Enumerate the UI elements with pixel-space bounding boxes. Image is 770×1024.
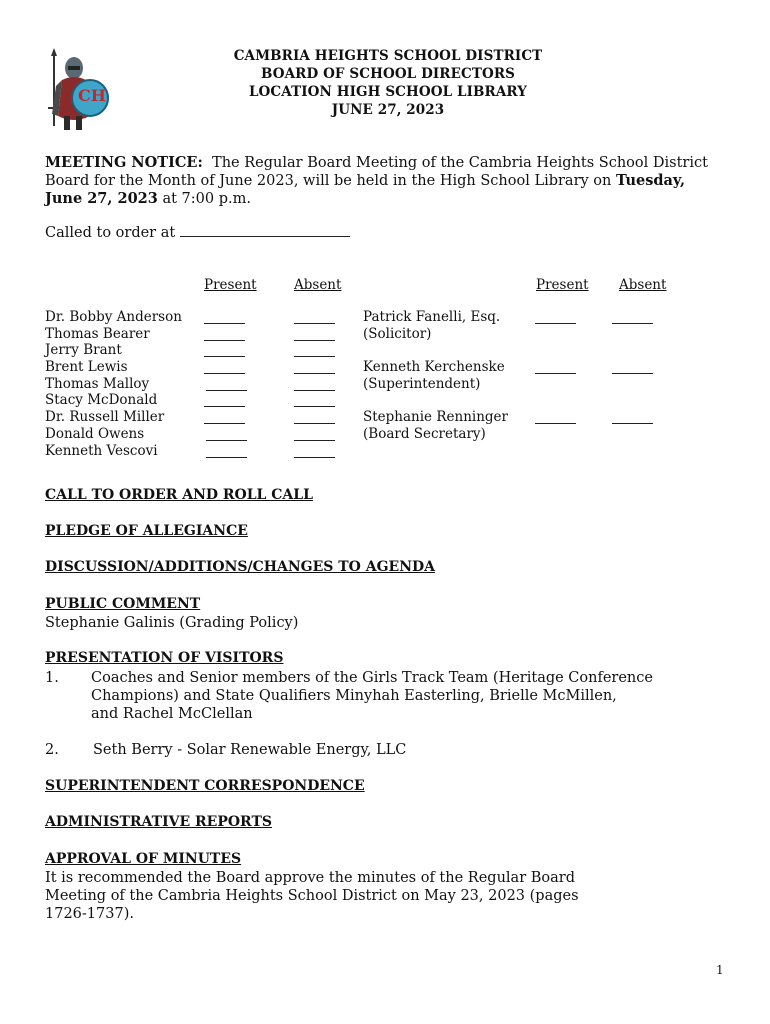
minutes-text: Meeting of the Cambria Heights School District on May 23, 2023 (pages [45, 888, 579, 904]
called-to-order-blank [180, 235, 350, 237]
minutes-text: 1726-1737). [45, 906, 134, 922]
notice-date: June 27, 2023 [45, 190, 158, 207]
directors-absent-header: Absent [294, 277, 342, 293]
absent-blank [612, 422, 653, 424]
absent-blank [294, 355, 335, 357]
called-to-order [45, 224, 350, 242]
director-name: Dr. Bobby Anderson [45, 309, 182, 325]
visitor-line: and Rachel McClellan [91, 706, 253, 722]
absent-blank [294, 439, 335, 441]
present-blank [204, 372, 245, 374]
official-role: (Superintendent) [363, 376, 481, 392]
visitor-line: Champions) and State Qualifiers Minyhah Easterling, Brielle McMillen, [91, 688, 617, 704]
director-name: Kenneth Vescovi [45, 443, 158, 459]
section-admin-reports: ADMINISTRATIVE REPORTS [45, 814, 272, 830]
absent-blank [294, 339, 335, 341]
notice-line-3 [45, 190, 251, 208]
director-name: Brent Lewis [45, 359, 128, 375]
present-blank [204, 355, 245, 357]
notice-line-1 [45, 154, 708, 172]
visitor-line: Coaches and Senior members of the Girls Track Team (Heritage Conference [91, 670, 653, 686]
present-blank [535, 422, 576, 424]
header-location: LOCATION HIGH SCHOOL LIBRARY [248, 84, 528, 100]
director-name: Thomas Malloy [45, 376, 150, 392]
visitor-line: Seth Berry - Solar Renewable Energy, LLC [93, 742, 407, 758]
notice-text-2: Board for the Month of June 2023, will be held in the High School Library on [45, 173, 612, 189]
official-name: Patrick Fanelli, Esq. [363, 309, 501, 325]
section-minutes: APPROVAL OF MINUTES [45, 851, 242, 867]
present-blank [204, 422, 245, 424]
header-district: CAMBRIA HEIGHTS SCHOOL DISTRICT [233, 48, 543, 64]
director-name: Donald Owens [45, 426, 145, 442]
present-blank [535, 372, 576, 374]
directors-present-header: Present [204, 277, 257, 293]
header-date: JUNE 27, 2023 [331, 102, 445, 118]
section-call-to-order: CALL TO ORDER AND ROLL CALL [45, 487, 313, 503]
absent-blank [294, 389, 335, 391]
visitor-number: 2. [45, 742, 59, 758]
notice-day: Tuesday, [615, 172, 685, 189]
public-comment-text: Stephanie Galinis (Grading Policy) [45, 615, 299, 631]
present-blank [204, 322, 245, 324]
absent-blank [294, 322, 335, 324]
logo-monogram: CH [78, 86, 106, 105]
absent-blank [612, 372, 653, 374]
director-name: Stacy McDonald [45, 392, 158, 408]
section-superintendent: SUPERINTENDENT CORRESPONDENCE [45, 778, 365, 794]
absent-blank [294, 372, 335, 374]
visitor-number: 1. [45, 670, 59, 686]
director-name: Dr. Russell Miller [45, 409, 165, 425]
section-agenda: DISCUSSION/ADDITIONS/CHANGES TO AGENDA [45, 559, 436, 575]
notice-text-3: at 7:00 p.m. [162, 191, 251, 207]
minutes-text: It is recommended the Board approve the minutes of the Regular Board [45, 870, 575, 886]
section-public-comment: PUBLIC COMMENT [45, 596, 201, 612]
director-name: Thomas Bearer [45, 326, 150, 342]
officials-absent-header: Absent [619, 277, 667, 293]
officials-present-header: Present [536, 277, 589, 293]
page-number: 1 [716, 963, 724, 977]
present-blank [206, 389, 247, 391]
official-name: Stephanie Renninger [363, 409, 508, 425]
header-board: BOARD OF SCHOOL DIRECTORS [260, 66, 516, 82]
official-role: (Board Secretary) [363, 426, 486, 442]
absent-blank [294, 405, 335, 407]
called-to-order-label: Called to order at [45, 225, 176, 241]
official-role: (Solicitor) [363, 326, 432, 342]
present-blank [206, 439, 247, 441]
present-blank [204, 339, 245, 341]
section-visitors: PRESENTATION OF VISITORS [45, 650, 284, 666]
absent-blank [294, 456, 335, 458]
absent-blank [612, 322, 653, 324]
notice-label: MEETING NOTICE: [45, 154, 203, 171]
present-blank [204, 405, 245, 407]
notice-text-1: The Regular Board Meeting of the Cambria Heights School District [212, 155, 708, 171]
absent-blank [294, 422, 335, 424]
present-blank [535, 322, 576, 324]
official-name: Kenneth Kerchenske [363, 359, 505, 375]
notice-line-2 [45, 172, 685, 190]
director-name: Jerry Brant [45, 342, 122, 358]
present-blank [206, 456, 247, 458]
section-pledge: PLEDGE OF ALLEGIANCE [45, 523, 248, 539]
